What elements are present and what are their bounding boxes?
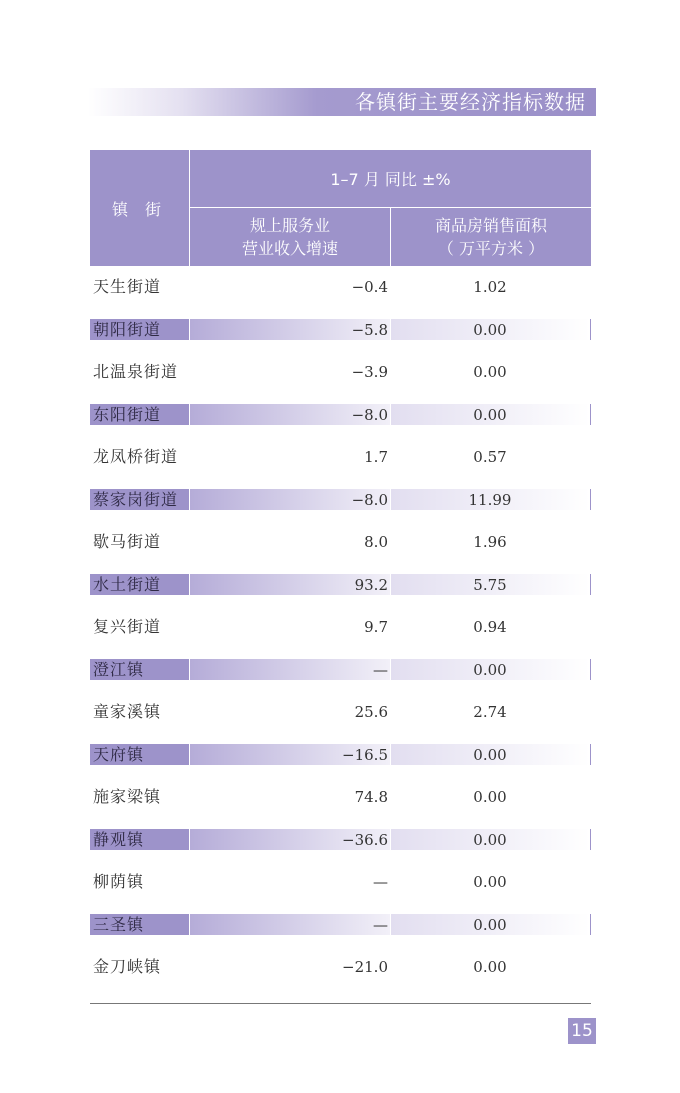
- table-row: [90, 946, 591, 989]
- header-period: 1–7 月 同比 ±%: [330, 170, 451, 189]
- cell-service-revenue: −3.9: [351, 363, 388, 381]
- cell-town: 复兴街道: [93, 617, 162, 636]
- cell-housing-area: 11.99: [468, 490, 512, 509]
- cell-housing-area: 0.00: [473, 830, 507, 849]
- cell-service-revenue-wrap: [190, 649, 388, 692]
- cell-housing-area: 0.00: [473, 660, 507, 679]
- table-row: [90, 819, 591, 862]
- cell-service-revenue: 1.7: [364, 448, 388, 466]
- cell-service-revenue: 9.7: [364, 618, 388, 636]
- indicator-table: [90, 150, 591, 989]
- cell-service-revenue: −21.0: [342, 958, 388, 976]
- header-housing-area-line2: （ 万平方米 ）: [437, 239, 545, 258]
- table-body: [90, 266, 591, 989]
- cell-service-revenue-wrap: [190, 946, 388, 989]
- cell-service-revenue-wrap: [190, 479, 388, 522]
- cell-town: 朝阳街道: [93, 319, 162, 339]
- cell-housing-area: 0.00: [473, 873, 507, 891]
- cell-town: 童家溪镇: [93, 702, 162, 721]
- cell-service-revenue-wrap: [190, 904, 388, 947]
- table-header: [90, 150, 591, 266]
- table-row: [90, 776, 591, 819]
- cell-housing-area: 1.96: [473, 533, 507, 551]
- cell-service-revenue: 74.8: [354, 788, 388, 806]
- cell-service-revenue-wrap: [190, 691, 388, 734]
- title-bar: [88, 88, 596, 116]
- cell-service-revenue-wrap: [190, 309, 388, 352]
- cell-service-revenue-wrap: [190, 394, 388, 437]
- page-number: 15: [568, 1018, 596, 1044]
- cell-town: 天府镇: [93, 744, 145, 764]
- header-service-revenue-line1: 规上服务业: [249, 216, 330, 235]
- cell-service-revenue-wrap: [190, 521, 388, 564]
- header-housing-area: [391, 208, 591, 266]
- cell-housing-area: 0.00: [473, 958, 507, 976]
- bottom-rule: [90, 1003, 591, 1004]
- cell-service-revenue: 8.0: [364, 533, 388, 551]
- cell-service-revenue: −5.8: [351, 320, 388, 339]
- cell-town: 澄江镇: [93, 659, 145, 679]
- cell-town: 金刀峡镇: [93, 957, 162, 976]
- table-row: [90, 394, 591, 437]
- cell-service-revenue: —: [373, 915, 388, 934]
- table-row: [90, 649, 591, 692]
- table-row: [90, 436, 591, 479]
- cell-town: 施家梁镇: [93, 787, 162, 806]
- cell-housing-area: 0.00: [473, 788, 507, 806]
- cell-town: 蔡家岗街道: [93, 489, 179, 509]
- cell-service-revenue: −36.6: [342, 830, 388, 849]
- table-row: [90, 606, 591, 649]
- cell-housing-area: 0.00: [473, 363, 507, 381]
- cell-service-revenue: —: [373, 660, 388, 679]
- cell-town: 歇马街道: [93, 532, 162, 551]
- cell-service-revenue: −16.5: [342, 745, 388, 764]
- table-row: [90, 266, 591, 309]
- cell-service-revenue-wrap: [190, 776, 388, 819]
- cell-town: 天生街道: [93, 277, 162, 296]
- cell-service-revenue: −8.0: [351, 490, 388, 509]
- row-band: [590, 659, 591, 680]
- row-band: [590, 744, 591, 765]
- table-row: [90, 904, 591, 947]
- cell-housing-area: 0.00: [473, 745, 507, 764]
- table-row: [90, 479, 591, 522]
- cell-service-revenue-wrap: [190, 266, 388, 309]
- cell-service-revenue: −0.4: [351, 278, 388, 296]
- row-band: [590, 404, 591, 425]
- table-row: [90, 734, 591, 777]
- cell-housing-area: 2.74: [473, 703, 507, 721]
- cell-housing-area: 0.00: [473, 320, 507, 339]
- row-band: [590, 489, 591, 510]
- cell-housing-area: 0.94: [473, 618, 507, 636]
- cell-town: 东阳街道: [93, 404, 162, 424]
- cell-town: 三圣镇: [93, 914, 145, 934]
- cell-service-revenue-wrap: [190, 351, 388, 394]
- cell-service-revenue-wrap: [190, 436, 388, 479]
- row-band: [590, 319, 591, 340]
- header-service-revenue-line2: 营业收入增速: [241, 239, 338, 258]
- cell-service-revenue: −8.0: [351, 405, 388, 424]
- cell-housing-area: 0.00: [473, 915, 507, 934]
- cell-town: 水土街道: [93, 574, 162, 594]
- cell-town: 北温泉街道: [93, 362, 179, 381]
- page-title: 各镇街主要经济指标数据: [355, 90, 586, 114]
- table-row: [90, 351, 591, 394]
- row-band: [590, 574, 591, 595]
- cell-service-revenue-wrap: [190, 861, 388, 904]
- table-row: [90, 564, 591, 607]
- cell-service-revenue: 93.2: [354, 575, 388, 594]
- cell-housing-area: 0.00: [473, 405, 507, 424]
- cell-service-revenue-wrap: [190, 564, 388, 607]
- table-row: [90, 691, 591, 734]
- header-housing-area-line1: 商品房销售面积: [434, 216, 547, 235]
- cell-service-revenue-wrap: [190, 606, 388, 649]
- cell-town: 龙凤桥街道: [93, 447, 179, 466]
- cell-town: 柳荫镇: [93, 872, 145, 891]
- table-row: [90, 309, 591, 352]
- header-town: 镇 街: [111, 199, 168, 219]
- cell-town: 静观镇: [93, 829, 145, 849]
- row-band: [590, 914, 591, 935]
- cell-service-revenue-wrap: [190, 819, 388, 862]
- cell-housing-area: 0.57: [473, 448, 507, 466]
- table-row: [90, 861, 591, 904]
- cell-housing-area: 5.75: [473, 575, 507, 594]
- table-row: [90, 521, 591, 564]
- cell-service-revenue: —: [373, 873, 388, 891]
- row-band: [590, 829, 591, 850]
- header-service-revenue: [190, 208, 390, 266]
- cell-housing-area: 1.02: [473, 278, 507, 296]
- cell-service-revenue-wrap: [190, 734, 388, 777]
- cell-service-revenue: 25.6: [354, 703, 388, 721]
